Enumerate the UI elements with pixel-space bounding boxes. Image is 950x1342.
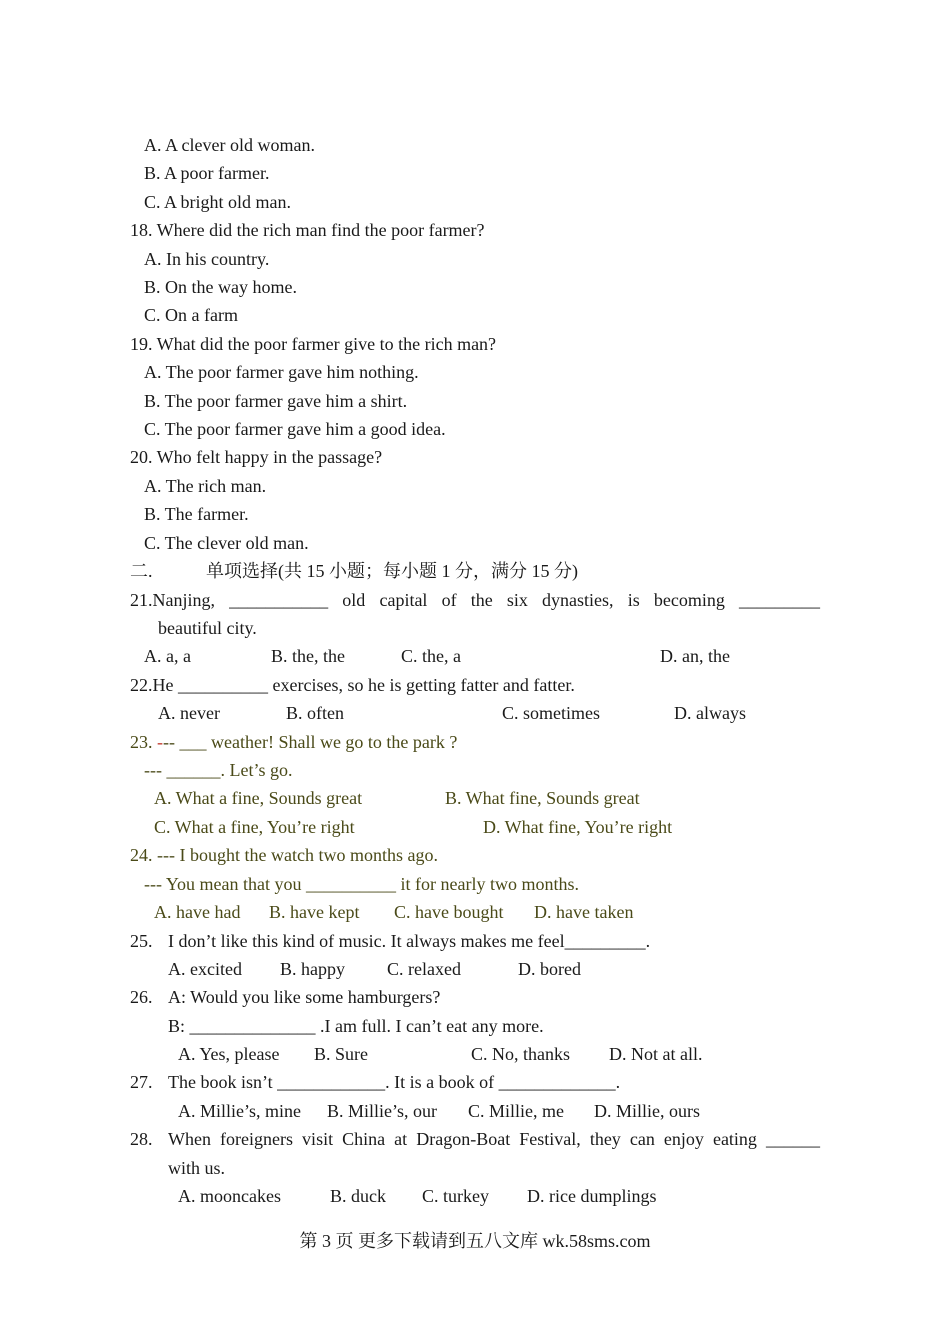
q26-number: 26. bbox=[130, 987, 153, 1007]
q18-option-a: A. In his country. bbox=[144, 249, 270, 269]
q23-option-d: D. What fine, You’re right bbox=[483, 817, 673, 837]
q26-option-c: C. No, thanks bbox=[471, 1044, 570, 1064]
q17-option-c: C. A bright old man. bbox=[144, 192, 292, 212]
q18-option-b: B. On the way home. bbox=[144, 277, 297, 297]
q23-option-c: C. What a fine, You’re right bbox=[154, 817, 355, 837]
q22-stem: 22.He __________ exercises, so he is getting fatter and fatter. bbox=[130, 675, 575, 695]
q24-option-b: B. have kept bbox=[269, 902, 360, 922]
q23-number: 23. bbox=[130, 732, 157, 752]
q23-reply: --- ______. Let’s go. bbox=[144, 760, 293, 780]
q28-option-c: C. turkey bbox=[422, 1186, 489, 1206]
q28-line1: When foreigners visit China at Dragon-Boat Festival, they can enjoy eating ______ bbox=[168, 1129, 820, 1149]
q27-stem: The book isn’t ____________. It is a book of _____________. bbox=[168, 1072, 621, 1092]
q24-reply: --- You mean that you __________ it for nearly two months. bbox=[144, 874, 579, 894]
q25-option-b: B. happy bbox=[280, 959, 345, 979]
q19-option-c: C. The poor farmer gave him a good idea. bbox=[144, 419, 446, 439]
q24-option-a: A. have had bbox=[154, 902, 241, 922]
q21-line2: beautiful city. bbox=[158, 618, 257, 638]
q26-option-b: B. Sure bbox=[314, 1044, 368, 1064]
q28-number: 28. bbox=[130, 1129, 153, 1149]
q21-option-a: A. a, a bbox=[144, 646, 191, 666]
q26-line-b: B: ______________ .I am full. I can’t eat any more. bbox=[168, 1016, 544, 1036]
q22-option-d: D. always bbox=[674, 703, 746, 723]
q19-option-a: A. The poor farmer gave him nothing. bbox=[144, 362, 419, 382]
q24-option-c: C. have bought bbox=[394, 902, 504, 922]
q28-line2: with us. bbox=[168, 1158, 226, 1178]
q24-option-d: D. have taken bbox=[534, 902, 634, 922]
q24-stem: 24. --- I bought the watch two months ago. bbox=[130, 845, 438, 865]
q21-option-d: D. an, the bbox=[660, 646, 730, 666]
q21-option-c: C. the, a bbox=[401, 646, 461, 666]
q20-option-a: A. The rich man. bbox=[144, 476, 267, 496]
q26-option-a: A. Yes, please bbox=[178, 1044, 280, 1064]
q18-option-c: C. On a farm bbox=[144, 305, 238, 325]
q23-option-b: B. What fine, Sounds great bbox=[445, 788, 640, 808]
q19-stem: 19. What did the poor farmer give to the rich man? bbox=[130, 334, 497, 354]
q19-option-b: B. The poor farmer gave him a shirt. bbox=[144, 391, 408, 411]
q21-line1: 21.Nanjing, ___________ old capital of the six dynasties, is becoming _________ bbox=[130, 590, 820, 610]
q20-stem: 20. Who felt happy in the passage? bbox=[130, 447, 383, 467]
q27-option-c: C. Millie, me bbox=[468, 1101, 564, 1121]
q27-option-a: A. Millie’s, mine bbox=[178, 1101, 301, 1121]
q28-option-d: D. rice dumplings bbox=[527, 1186, 657, 1206]
q23-stem-text: -- ___ weather! Shall we go to the park ? bbox=[163, 732, 458, 752]
q22-option-c: C. sometimes bbox=[502, 703, 600, 723]
q28-option-b: B. duck bbox=[330, 1186, 386, 1206]
q22-option-a: A. never bbox=[158, 703, 220, 723]
q25-number: 25. bbox=[130, 931, 153, 951]
q23-dash-mark: - bbox=[157, 732, 163, 752]
q25-option-a: A. excited bbox=[168, 959, 242, 979]
q26-option-d: D. Not at all. bbox=[609, 1044, 703, 1064]
q27-number: 27. bbox=[130, 1072, 153, 1092]
section-number: 二. bbox=[130, 561, 153, 581]
page-footer: 第 3 页 更多下载请到五八文库 wk.58sms.com bbox=[299, 1231, 651, 1251]
q25-stem: I don’t like this kind of music. It always makes me feel_________. bbox=[168, 931, 651, 951]
q20-option-c: C. The clever old man. bbox=[144, 533, 309, 553]
q25-option-c: C. relaxed bbox=[387, 959, 461, 979]
q23-stem bbox=[130, 731, 457, 753]
q21-option-b: B. the, the bbox=[271, 646, 345, 666]
q20-option-b: B. The farmer. bbox=[144, 504, 249, 524]
q28-option-a: A. mooncakes bbox=[178, 1186, 281, 1206]
q25-option-d: D. bored bbox=[518, 959, 581, 979]
q17-option-b: B. A poor farmer. bbox=[144, 163, 270, 183]
section-title: 单项选择(共 15 小题；每小题 1 分，满分 15 分) bbox=[206, 561, 578, 581]
q23-option-a: A. What a fine, Sounds great bbox=[154, 788, 363, 808]
q18-stem: 18. Where did the rich man find the poor farmer? bbox=[130, 220, 485, 240]
q17-option-a: A. A clever old woman. bbox=[144, 135, 315, 155]
q26-line-a: A: Would you like some hamburgers? bbox=[168, 987, 441, 1007]
q27-option-b: B. Millie’s, our bbox=[327, 1101, 438, 1121]
q27-option-d: D. Millie, ours bbox=[594, 1101, 700, 1121]
q22-option-b: B. often bbox=[286, 703, 344, 723]
